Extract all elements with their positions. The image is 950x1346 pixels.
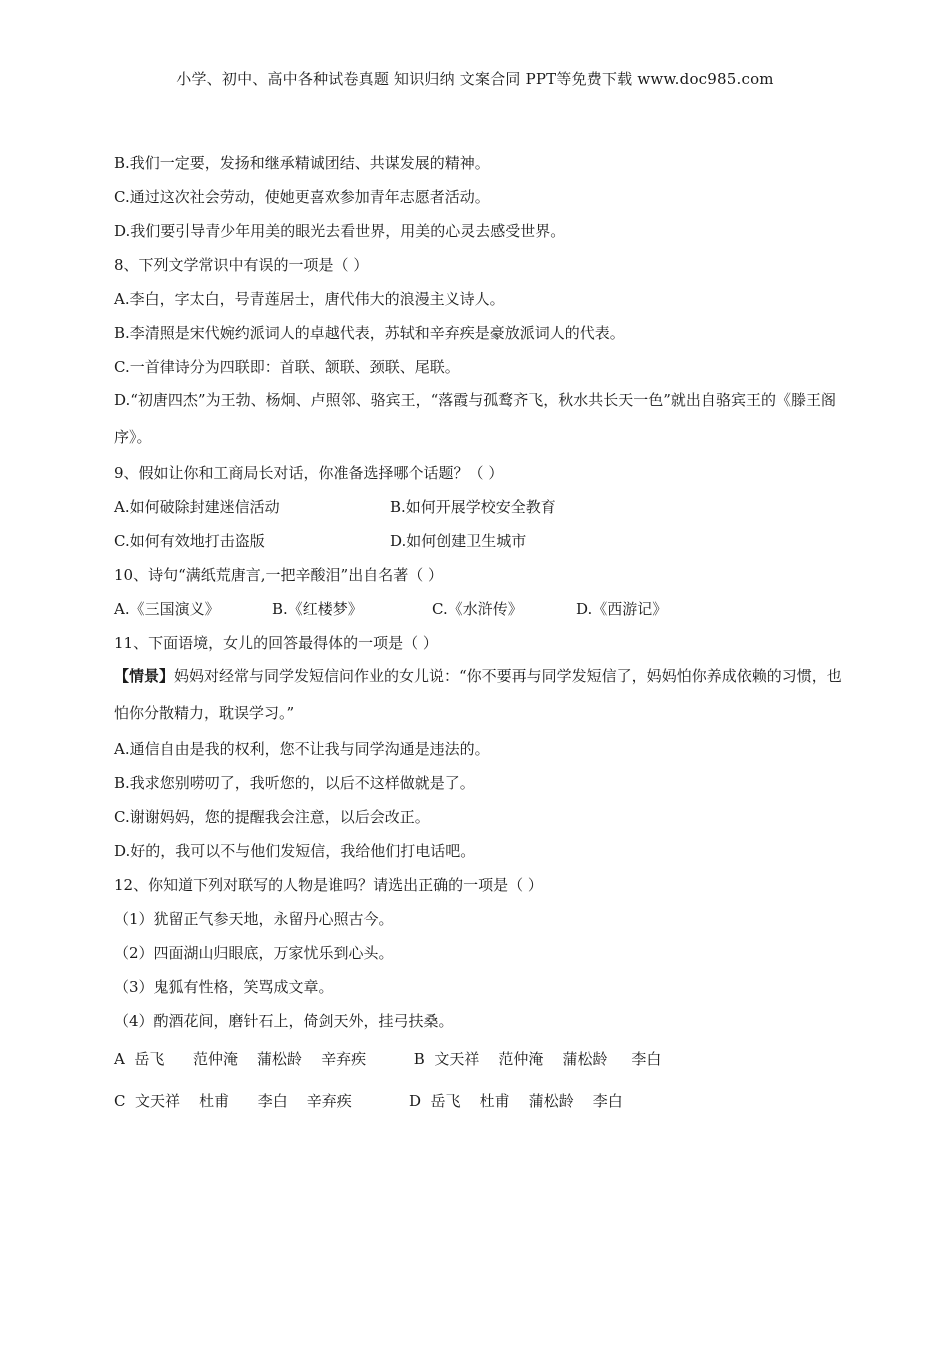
q8-stem: 8、下列文学常识中有误的一项是（ ） xyxy=(114,256,369,274)
q11-option-c: C.谢谢妈妈，您的提醒我会注意，以后会改正。 xyxy=(114,808,430,826)
q11-context-text: 妈妈对经常与同学发短信问作业的女儿说：“你不要再与同学发短信了，妈妈怕你养成依赖的习惯，也怕你分散精力，耽误学习。” xyxy=(114,667,842,722)
q10-stem: 10、诗句“满纸荒唐言,一把辛酸泪”出自名著（ ） xyxy=(114,566,443,584)
q9-option-a: A.如何破除封建迷信活动 xyxy=(114,498,280,516)
q8-option-c: C.一首律诗分为四联即：首联、颔联、颈联、尾联。 xyxy=(114,358,460,376)
q9-option-c: C.如何有效地打击盗版 xyxy=(114,532,265,550)
q7-option-c: C.通过这次社会劳动，使她更喜欢参加青年志愿者活动。 xyxy=(114,188,490,206)
q8-option-d: D.“初唐四杰”为王勃、杨炯、卢照邻、骆宾王，“落霞与孤鹜齐飞，秋水共长天一色”就出自骆宾王的《滕王阁序》。 xyxy=(114,391,836,446)
q12-answers-row-2: C 文天祥 杜甫 李白 辛弃疾 D 岳飞 杜甫 蒲松龄 李白 xyxy=(114,1092,623,1110)
q9-options-row-1 xyxy=(114,490,844,524)
q8-option-b: B.李清照是宋代婉约派词人的卓越代表，苏轼和辛弃疾是豪放派词人的代表。 xyxy=(114,324,625,342)
q10-options xyxy=(114,592,844,626)
q11-stem: 11、下面语境，女儿的回答最得体的一项是（ ） xyxy=(114,634,438,652)
q7-option-d: D.我们要引导青少年用美的眼光去看世界，用美的心灵去感受世界。 xyxy=(114,222,566,240)
page-header: 小学、初中、高中各种试卷真题 知识归纳 文案合同 PPT等免费下载 www.doc985.com xyxy=(176,70,774,88)
q12-couplet-3: （3）鬼狐有性格，笑骂成文章。 xyxy=(114,978,334,996)
document-body xyxy=(114,146,844,1122)
q9-option-d: D.如何创建卫生城市 xyxy=(390,532,527,550)
q12-answers-row-1: A 岳飞 范仲淹 蒲松龄 辛弃疾 B 文天祥 范仲淹 蒲松龄 李白 xyxy=(114,1050,662,1068)
q7-option-b: B.我们一定要，发扬和继承精诚团结、共谋发展的精神。 xyxy=(114,154,490,172)
q9-options-row-2 xyxy=(114,524,844,558)
q10-option-a: A.《三国演义》 xyxy=(114,600,220,618)
q8-option-a: A.李白，字太白，号青莲居士，唐代伟大的浪漫主义诗人。 xyxy=(114,290,505,308)
q12-stem: 12、你知道下列对联写的人物是谁吗？请选出正确的一项是（ ） xyxy=(114,876,543,894)
q11-option-a: A.通信自由是我的权利，您不让我与同学沟通是违法的。 xyxy=(114,740,490,758)
q11-option-b: B.我求您别唠叨了，我听您的，以后不这样做就是了。 xyxy=(114,774,475,792)
q11-context xyxy=(114,658,844,732)
q12-couplet-2: （2）四面湖山归眼底，万家忧乐到心头。 xyxy=(114,944,394,962)
q9-option-b: B.如何开展学校安全教育 xyxy=(390,498,556,516)
q10-option-b: B.《红楼梦》 xyxy=(272,600,363,618)
q10-option-d: D.《西游记》 xyxy=(576,600,668,618)
q12-couplet-4: （4）酌酒花间，磨针石上，倚剑天外，挂弓扶桑。 xyxy=(114,1012,454,1030)
q10-option-c: C.《水浒传》 xyxy=(432,600,523,618)
q9-stem: 9、假如让你和工商局长对话，你准备选择哪个话题？（ ） xyxy=(114,464,504,482)
q11-context-tag: 【情景】 xyxy=(114,667,175,685)
q11-option-d: D.好的，我可以不与他们发短信，我给他们打电话吧。 xyxy=(114,842,476,860)
q12-couplet-1: （1）犹留正气参天地，永留丹心照古今。 xyxy=(114,910,394,928)
